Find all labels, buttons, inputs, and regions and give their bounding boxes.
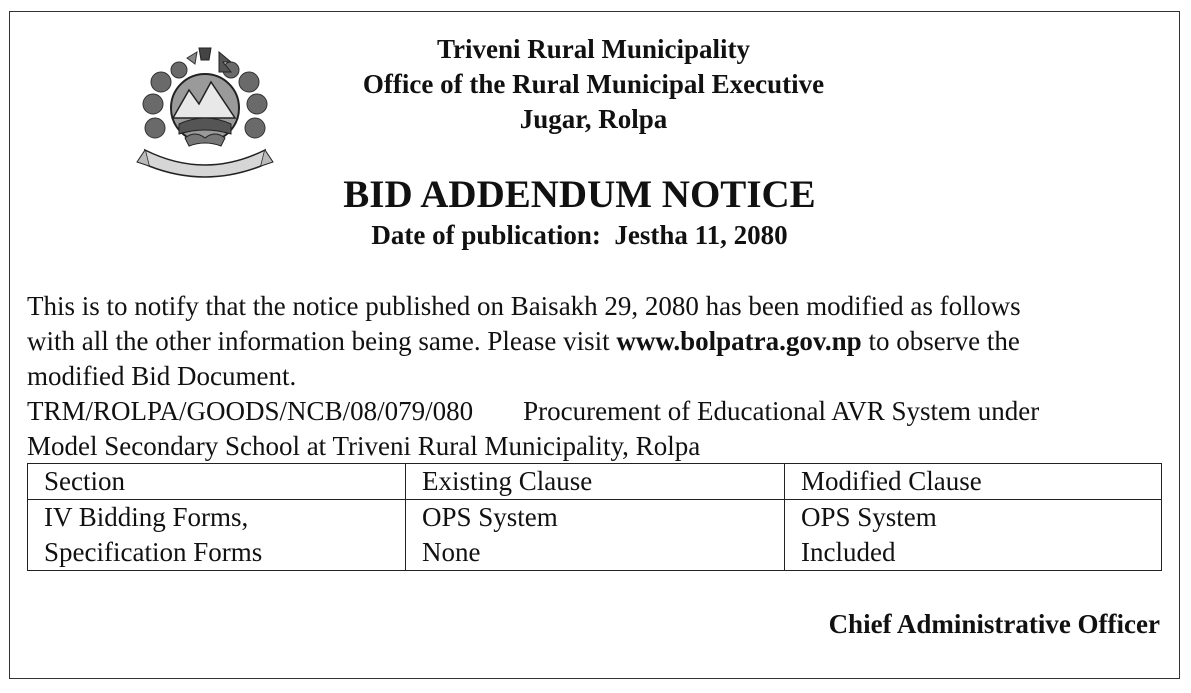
cell-section [28, 500, 406, 571]
cell-modified-clause [785, 500, 1162, 571]
body-line-2 [27, 324, 1167, 359]
publication-date-value: Jestha 11, 2080 [614, 220, 788, 250]
reference-number: TRM/ROLPA/GOODS/NCB/08/079/080 [27, 396, 474, 426]
publication-date [0, 220, 1165, 251]
body-line-2-pre: with all the other information being same. Please visit [27, 326, 617, 356]
body-line-1: This is to notify that the notice published on Baisakh 29, 2080 has been modified as follows [27, 291, 1021, 321]
body-line-4 [27, 394, 1167, 429]
header-section: Section [28, 464, 406, 500]
header-modified-clause: Modified Clause [785, 464, 1162, 500]
table-header-row [28, 464, 1162, 500]
notice-body [27, 289, 1167, 464]
header-existing-clause: Existing Clause [406, 464, 785, 500]
cell-text: OPS System [801, 502, 937, 532]
cell-text: Included [801, 537, 896, 567]
cell-text: Specification Forms [44, 537, 263, 567]
notice-title: BID ADDENDUM NOTICE [343, 173, 816, 216]
clause-table [27, 463, 1162, 571]
body-line-3: modified Bid Document. [27, 361, 297, 391]
table-row [28, 500, 1162, 571]
cell-text: IV Bidding Forms, [44, 502, 249, 532]
bolpatra-link: www.bolpatra.gov.np [616, 326, 862, 356]
body-line-5: Model Secondary School at Triveni Rural Municipality, Rolpa [27, 431, 701, 461]
signatory-title: Chief Administrative Officer [828, 609, 1160, 639]
municipality-name: Triveni Rural Municipality [436, 34, 750, 64]
cell-text: None [422, 537, 481, 567]
notice-frame [9, 11, 1180, 679]
body-line-2-post: to observe the [861, 326, 1020, 356]
publication-date-label: Date of publication: [371, 220, 601, 250]
reference-description: Procurement of Educational AVR System under [523, 396, 1040, 426]
cell-existing-clause [406, 500, 785, 571]
office-name: Office of the Rural Municipal Executive [362, 69, 825, 99]
cell-text: OPS System [422, 502, 558, 532]
office-location: Jugar, Rolpa [519, 104, 668, 134]
